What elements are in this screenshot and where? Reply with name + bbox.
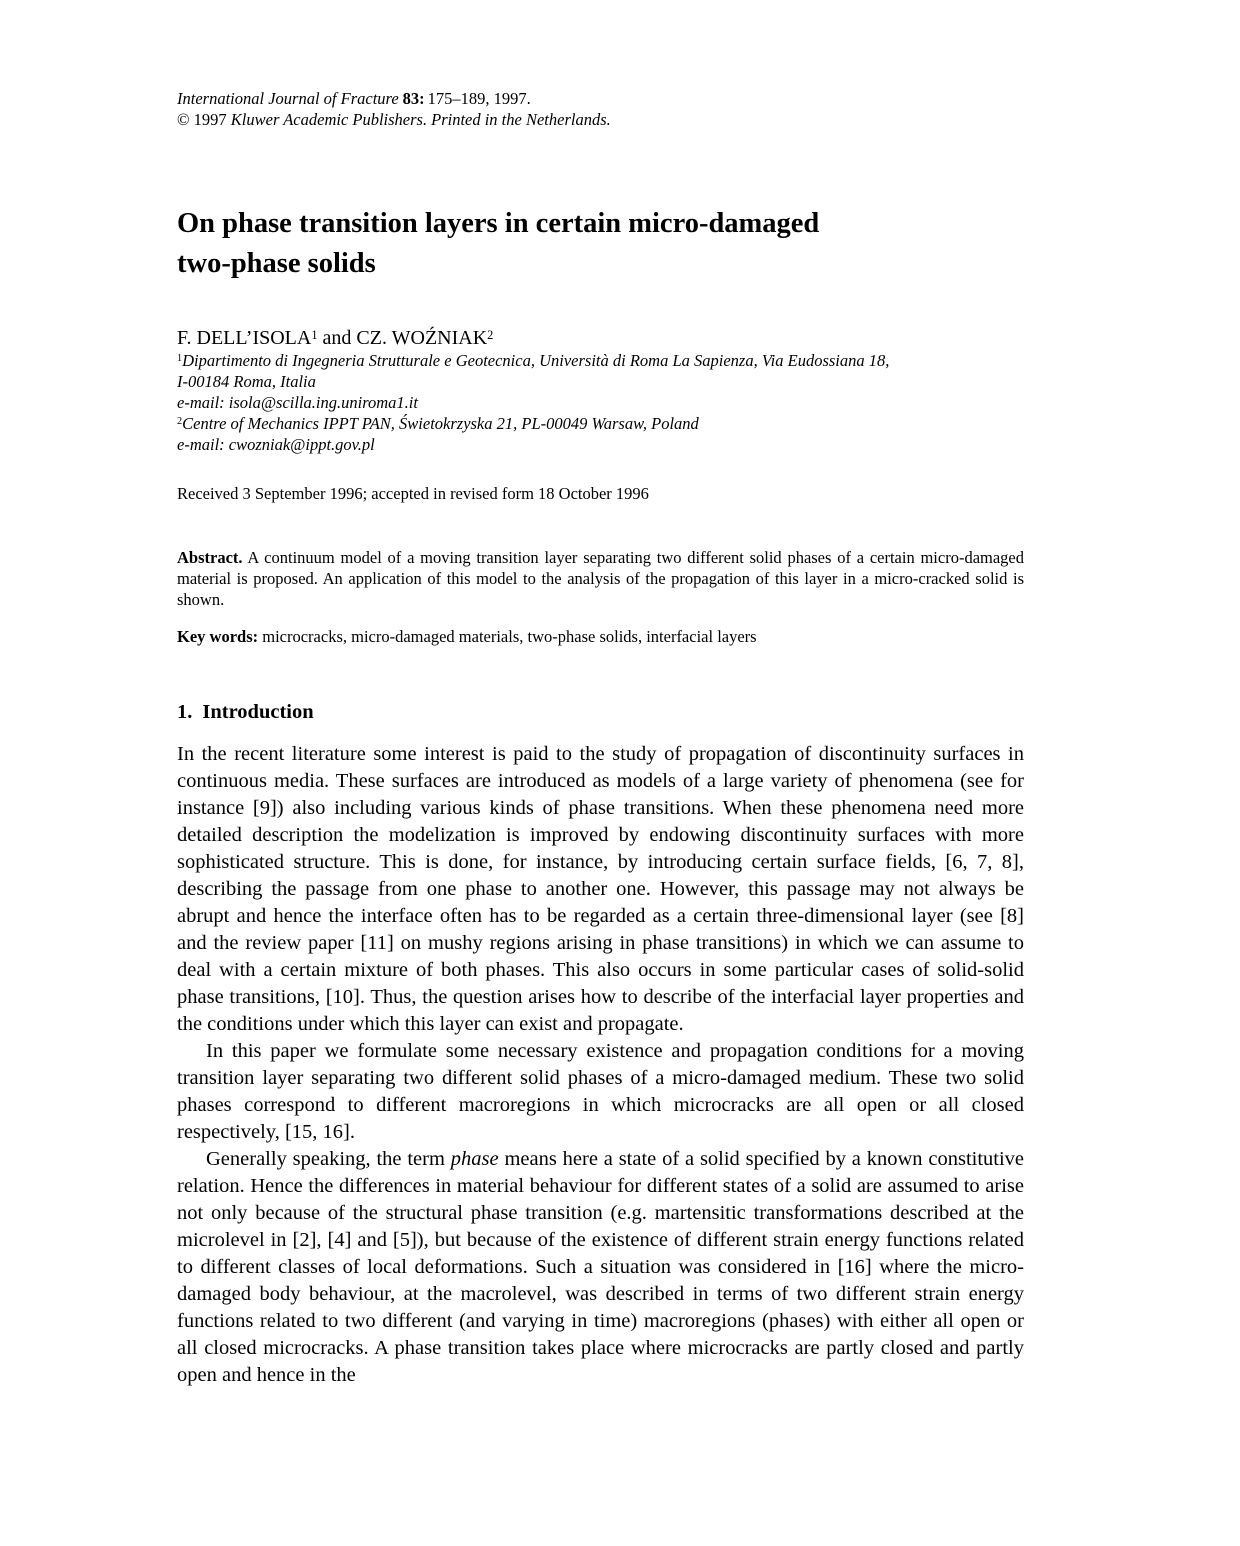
keywords-text: microcracks, micro-damaged materials, two-phase solids, interfacial layers	[262, 627, 757, 646]
affiliation-1-sup: 1	[177, 353, 183, 364]
abstract-text: A continuum model of a moving transition layer separating two different solid phases of a certain micro-damaged material is proposed. An application of this model to the analysis of the propagation of this layer in a micro-cracked solid is shown.	[177, 548, 1025, 609]
section-number: 1.	[177, 701, 193, 723]
affiliation-2-sup: 2	[177, 416, 183, 427]
paper-title	[177, 204, 1024, 284]
affiliation-2-text: Centre of Mechanics IPPT PAN, Świetokrzyska 21, PL-00049 Warsaw, Poland	[182, 414, 699, 433]
journal-pages: 175–189, 1997.	[427, 89, 531, 108]
copyright-year: 1997	[193, 110, 227, 129]
body-text	[177, 741, 1024, 1389]
affiliation-2-email: e-mail: cwozniak@ippt.gov.pl	[177, 435, 375, 454]
author-1: F. DELL’ISOLA	[177, 327, 312, 349]
received-dates: Received 3 September 1996; accepted in revised form 18 October 1996	[177, 484, 649, 503]
title-line-1: On phase transition layers in certain micro-damaged	[177, 208, 820, 239]
affiliation-1-text: Dipartimento di Ingegneria Strutturale e Geotecnica, Università di Roma La Sapienza, Via Eudossiana 18,	[182, 351, 890, 370]
journal-volume: 83:	[402, 89, 425, 108]
affiliation-1-line-2: I-00184 Roma, Italia	[177, 372, 316, 391]
section-title: Introduction	[202, 701, 314, 723]
copyright-symbol: ©	[177, 110, 190, 129]
printed-location: Printed in the Netherlands.	[431, 110, 611, 129]
section-heading	[177, 700, 1024, 724]
paragraph-3-emphasis: phase	[450, 1148, 499, 1170]
paragraph-1: In the recent literature some interest is paid to the study of propagation of discontinuity surfaces in continuous media. These surfaces are introduced as models of a large variety of phenomena (see for instance [9]) also including various kinds of phase transitions. When these phenomena need more detailed description the modelization is improved by endowing discontinuity surfaces with more sophisticated structure. This is done, for instance, by introducing certain surface fields, [6, 7, 8], describing the passage from one phase to another one. However, this passage may not always be abrupt and hence the interface often has to be regarded as a certain three-dimensional layer (see [8] and the review paper [11] on mushy regions arising in phase transitions) in which we can assume to deal with a certain mixture of both phases. This also occurs in some particular cases of solid-solid phase transitions, [10]. Thus, the question arises how to describe of the interfacial layer properties and the conditions under which this layer can exist and propagate.	[177, 743, 1024, 1035]
author-1-sup: 1	[311, 328, 318, 342]
affiliation-1-email: e-mail: isola@scilla.ing.uniroma1.it	[177, 393, 418, 412]
paragraph-2: In this paper we formulate some necessary existence and propagation conditions for a moving transition layer separating two different solid phases of a micro-damaged medium. These two solid phases correspond to different macroregions in which microcracks are all open or all closed respectively, [15, 16].	[177, 1040, 1024, 1143]
paragraph-3-start: Generally speaking, the term	[206, 1148, 445, 1170]
author-2-sup: 2	[487, 328, 494, 342]
journal-name: International Journal of Fracture	[177, 89, 399, 108]
publisher-name: Kluwer Academic Publishers.	[230, 110, 428, 129]
author-conjunction: and	[322, 327, 352, 349]
abstract-label: Abstract.	[177, 548, 243, 567]
journal-citation-line	[177, 88, 1024, 109]
title-line-2: two-phase solids	[177, 248, 376, 279]
abstract	[177, 547, 1024, 610]
keywords-label: Key words:	[177, 627, 259, 646]
author-line	[177, 326, 1024, 350]
affiliation-2-line-1	[177, 413, 1024, 434]
copyright-line	[177, 109, 1024, 130]
paragraph-3-rest: means here a state of a solid specified by a known constitutive relation. Hence the differences in material behaviour for different states of a solid are assumed to arise not only because of the structural phase transition (e.g. martensitic transformations described at the microlevel in [2], [4] and [5]), but because of the existence of different strain energy functions related to different classes of local deformations. Such a situation was considered in [16] where the micro-damaged body behaviour, at the macrolevel, was described in terms of two different strain energy functions related to two different (and varying in time) macroregions (phases) with either all open or all closed microcracks. A phase transition takes place where microcracks are partly closed and partly open and hence in the	[177, 1148, 1025, 1386]
paper-page	[177, 88, 1024, 1389]
affiliations	[177, 350, 1024, 455]
keywords	[177, 626, 1024, 647]
paragraph-3	[177, 1146, 1024, 1389]
affiliation-1-line-1	[177, 350, 1024, 371]
author-2: CZ. WOŹNIAK	[356, 327, 488, 349]
journal-header	[177, 88, 1024, 130]
